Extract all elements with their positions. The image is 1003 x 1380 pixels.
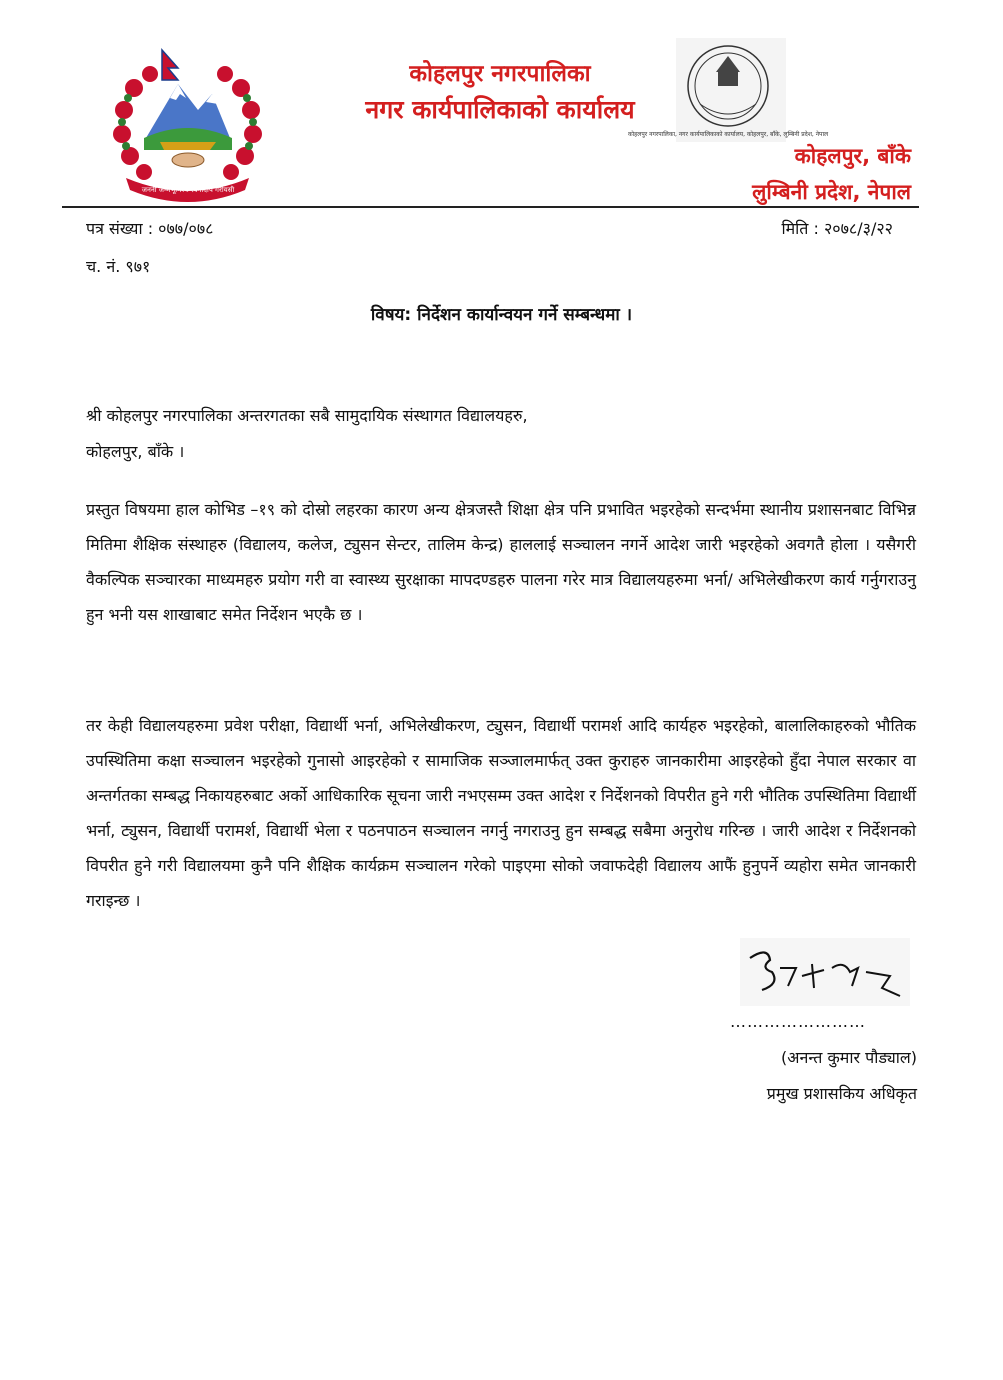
nepal-coat-of-arms-icon bbox=[100, 46, 275, 204]
org-name-line2: नगर कार्यपालिकाको कार्यालय bbox=[365, 95, 635, 124]
handwritten-signature bbox=[740, 938, 910, 1006]
signatory bbox=[767, 1040, 917, 1112]
address-line2: लुम्बिनी प्रदेश, नेपाल bbox=[752, 180, 911, 204]
header-divider bbox=[62, 206, 919, 208]
emblem-motto: जननी जन्मभूमिश्च स्वर्गादपि गरीयसी bbox=[141, 186, 235, 194]
org-name-line1: कोहलपुर नगरपालिका bbox=[409, 61, 591, 87]
addressee bbox=[86, 398, 528, 470]
addressee-line1: श्री कोहलपुर नगरपालिका अन्तरगतका सबै सामुदायिक संस्थागत विद्यालयहरु, bbox=[86, 406, 528, 425]
body-paragraph-2: तर केही विद्यालयहरुमा प्रवेश परीक्षा, विद्यार्थी भर्ना, अभिलेखीकरण, ट्युसन, विद्यार्थी परामर्श आदि कार्यहरु भइरहेको, बालालिकाहरुको भौतिक उपस्थितिमा कक्षा सञ्चालन भइरहेको गुनासो आइरहेको र सामाजिक सञ्जालमार्फत् उक्त कुराहरु जानकारीमा आइरहेको हुँदा नेपाल सरकार वा अन्तर्गतका सम्बद्ध निकायहरुबाट अर्को आधिकारिक सूचना जारी नभएसम्म उक्त आदेश र निर्देशनको विपरीत हुने गरी भौतिक उपस्थितिमा विद्यार्थी भर्ना, ट्युसन, विद्यार्थी परामर्श, विद्यार्थी भेला र पठनपाठन सञ्चालन नगर्नु नगराउनु हुन सम्बद्ध सबैमा अनुरोध गरिन्छ । जारी आदेश र निर्देशनको विपरीत हुने गरी विद्यालयमा कुनै पनि शैक्षिक कार्यक्रम सञ्चालन गरेको पाइएमा सोको जवाफदेही विद्यालय आफैं हुनुपर्ने व्यहोरा समेत जानकारी गराइन्छ । bbox=[86, 716, 916, 910]
office-seal-icon bbox=[627, 38, 829, 142]
addressee-line2: कोहलपुर, बाँके । bbox=[86, 442, 185, 461]
organization-name bbox=[330, 56, 670, 128]
organization-address bbox=[591, 138, 911, 210]
body-paragraph-1: प्रस्तुत विषयमा हाल कोभिड –१९ को दोस्रो लहरका कारण अन्य क्षेत्रजस्तै शिक्षा क्षेत्र पनि प्रभावित भइरहेको सन्दर्भमा स्थानीय प्रशासनबाट विभिन्न मितिमा शैक्षिक संस्थाहरु (विद्यालय, कलेज, ट्युसन सेन्टर, तालिम केन्द्र) हाललाई सञ्चालन नगर्ने आदेश जारी भइरहेको अवगतै होला । यसैगरी वैकल्पिक सञ्चारका माध्यमहरु प्रयोग गरी वा स्वास्थ्य सुरक्षाका मापदण्डहरु पालना गरेर मात्र विद्यालयहरुमा भर्ना/ अभिलेखीकरण कार्य गर्नुगराउनु हुन भनी यस शाखाबाट समेत निर्देशन भएकै छ । bbox=[86, 500, 916, 624]
signature-line: …………………… bbox=[730, 1012, 866, 1031]
letter-date: मिति : २०७८/३/२२ bbox=[781, 219, 893, 238]
address-line1: कोहलपुर, बाँके bbox=[794, 144, 911, 168]
seal-text: कोहलपुर नगरपालिका, नगर कार्यपालिकाको कार्यालय, कोहलपुर, बाँके, लुम्बिनी प्रदेश, नेपाल bbox=[627, 131, 829, 138]
letter-number: पत्र संख्या : ०७७/०७८ bbox=[86, 219, 214, 238]
subject-line: विषय: निर्देशन कार्यान्वयन गर्ने सम्बन्धमा । bbox=[370, 305, 633, 325]
dispatch-number: च. नं. ९७१ bbox=[86, 257, 151, 276]
signatory-name: (अनन्त कुमार पौड्याल) bbox=[781, 1048, 917, 1067]
signatory-title: प्रमुख प्रशासकिय अधिकृत bbox=[766, 1084, 917, 1103]
